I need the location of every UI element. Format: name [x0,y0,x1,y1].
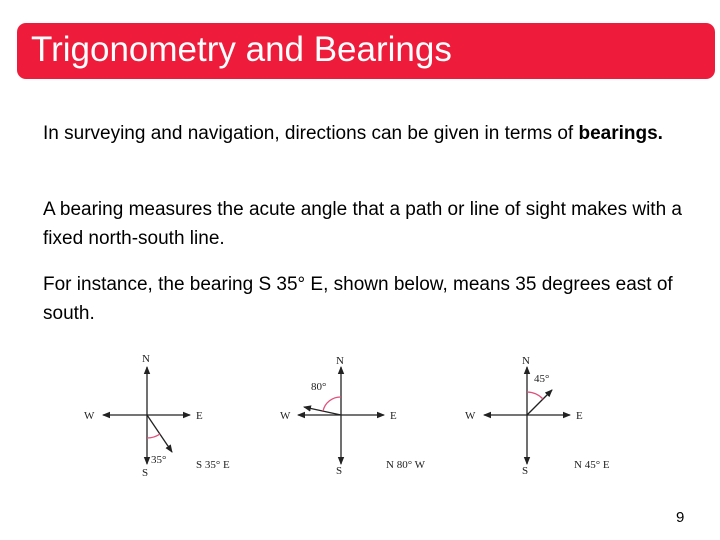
paragraph-bearings-intro-text: In surveying and navigation, directions can be given in terms of [43,123,579,144]
slide-number: 9 [676,509,685,526]
label-e: E [576,410,583,422]
bearing-label: N 80° W [386,459,426,471]
angle-arc [323,397,341,411]
bearing-line [304,407,341,415]
diagram-n45e [465,355,610,477]
bearing-line [527,390,552,415]
bearings-term: bearings. [578,123,663,144]
label-w: W [465,410,476,422]
label-w: W [280,410,291,422]
angle-label: 80° [311,381,327,393]
label-n: N [142,353,150,365]
label-e: E [390,410,397,422]
label-s: S [142,467,149,479]
bearing-diagrams [0,340,720,490]
slide-title: Trigonometry and Bearings [31,30,452,69]
paragraph-bearing-definition: A bearing measures the acute angle that a path or line of sight makes with a fixed north-south line. [43,199,682,249]
label-w: W [84,410,95,422]
diagram-s35e [84,353,230,479]
bearing-label: N 45° E [574,459,610,471]
title-bar [17,23,715,79]
label-s: S [522,465,529,477]
label-n: N [336,355,344,367]
label-e: E [196,410,203,422]
angle-label: 45° [534,373,550,385]
bearing-label: S 35° E [196,459,230,471]
angle-label: 35° [151,454,167,466]
paragraph-example: For instance, the bearing S 35° E, shown below, means 35 degrees east of south. [43,274,673,324]
label-n: N [522,355,530,367]
diagram-n80w [280,355,426,477]
angle-arc [147,434,160,438]
bearing-line [147,415,172,452]
label-s: S [336,465,343,477]
angle-arc [527,392,543,399]
paragraph-bearings-intro [43,119,683,148]
